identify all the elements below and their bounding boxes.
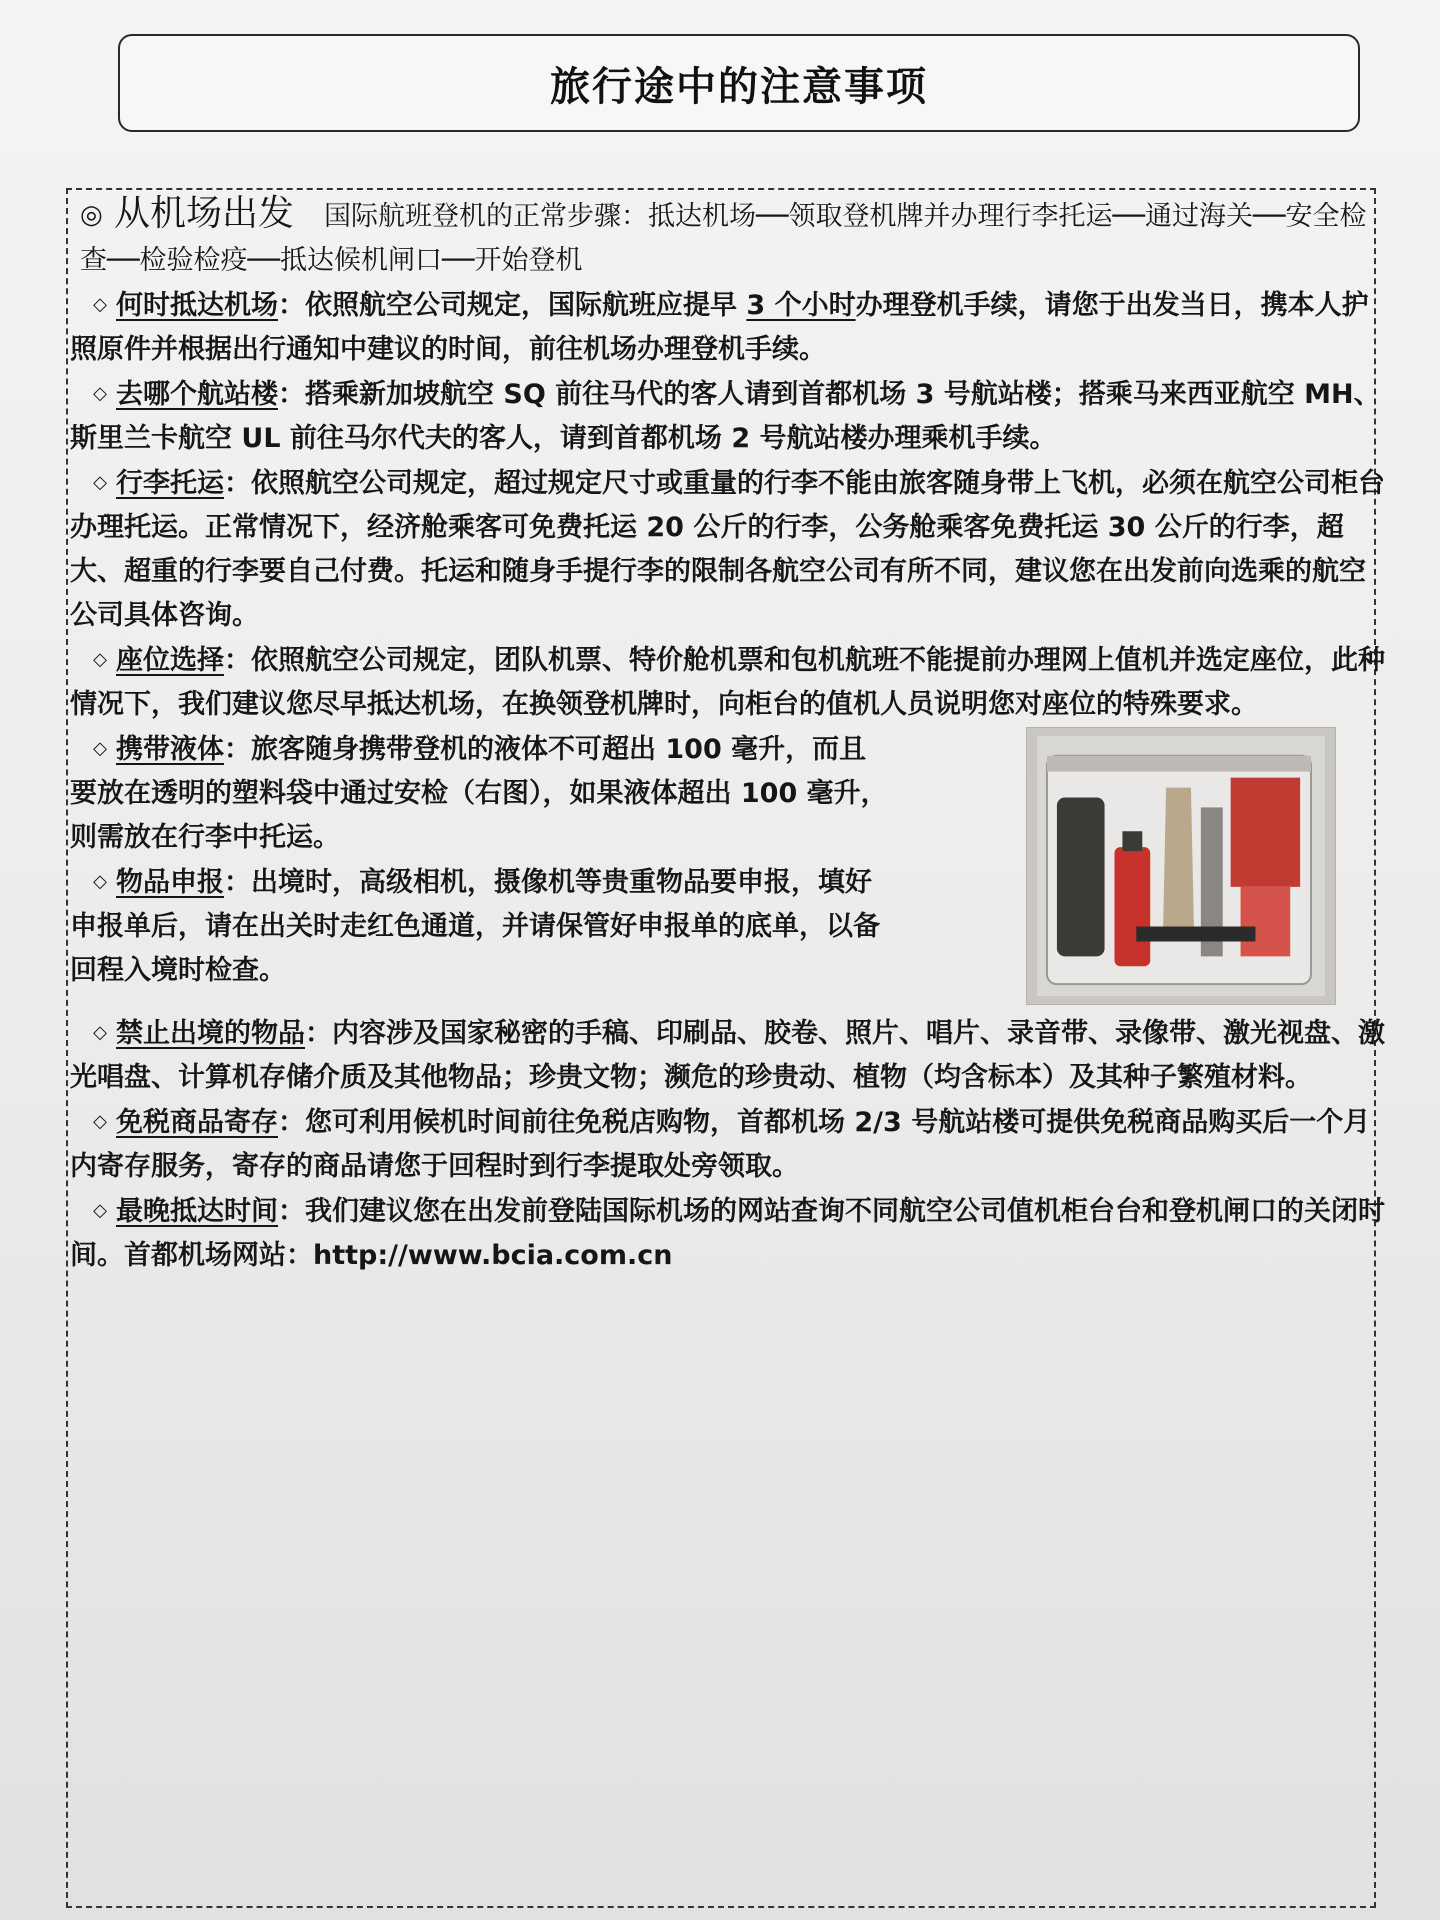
circle-dot-icon: ◎ (80, 200, 103, 230)
item-label: 携带液体 (116, 734, 224, 765)
diamond-bullet-icon: ◇ (93, 738, 107, 759)
item-label: 何时抵达机场 (116, 290, 278, 321)
item-baggage: ◇ 行李托运：依照航空公司规定，超过规定尺寸或重量的行李不能由旅客随身带上飞机，必须在航空公司柜台办理托运。正常情况下，经济舱乘客可免费托运 20 公斤的行李，公务舱乘客免费托运 30 公斤的行李，超大、超重的行李要自己付费。托运和随身手提行李的限制各航空公司有所不同，建议您在出发前向选乘的航空公司具体咨询。 (70, 461, 1386, 638)
page-title: 旅行途中的注意事项 (550, 63, 928, 110)
item-label: 行李托运 (116, 468, 224, 499)
content (70, 192, 1386, 1278)
diamond-bullet-icon: ◇ (93, 1022, 107, 1043)
liquids-bag-photo (1026, 727, 1336, 1005)
item-declaration: ◇ 物品申报：出境时，高级相机，摄像机等贵重物品要申报，填好申报单后，请在出关时走红色通道，并请保管好申报单的底单，以备回程入境时检查。 (70, 860, 890, 993)
item-terminal: ◇ 去哪个航站楼：搭乘新加坡航空 SQ 前往马代的客人请到首都机场 3 号航站楼；搭乘马来西亚航空 MH、斯里兰卡航空 UL 前往马尔代夫的客人，请到首都机场 2 号航站楼办理乘机手续。 (70, 372, 1386, 461)
item-label: 去哪个航站楼 (116, 379, 278, 410)
section-header (80, 192, 1386, 283)
item-label: 最晚抵达时间 (116, 1196, 278, 1227)
item-seat: ◇ 座位选择：依照航空公司规定，团队机票、特价舱机票和包机航班不能提前办理网上值机并选定座位，此种情况下，我们建议您尽早抵达机场，在换领登机牌时，向柜台的值机人员说明您对座位的特殊要求。 (70, 638, 1386, 727)
item-arrival-time: ◇ 何时抵达机场：依照航空公司规定，国际航班应提早 3 个小时办理登机手续，请您于出发当日，携本人护照原件并根据出行通知中建议的时间，前往机场办理登机手续。 (70, 283, 1386, 372)
diamond-bullet-icon: ◇ (93, 871, 107, 892)
item-liquids: ◇ 携带液体：旅客随身携带登机的液体不可超出 100 毫升，而且要放在透明的塑料袋中通过安检（右图），如果液体超出 100 毫升，则需放在行李中托运。 (70, 727, 890, 860)
diamond-bullet-icon: ◇ (93, 472, 107, 493)
diamond-bullet-icon: ◇ (93, 1200, 107, 1221)
highlight-hours: 3 个小时 (746, 290, 856, 321)
item-latest-arrival: ◇ 最晚抵达时间：我们建议您在出发前登陆国际机场的网站查询不同航空公司值机柜台台和登机闸口的关闭时间。首都机场网站：http://www.bcia.com.cn (70, 1189, 1386, 1278)
boarding-steps: 国际航班登机的正常步骤：抵达机场──领取登机牌并办理行李托运──通过海关──安全检查──检验检疫──抵达候机闸口──开始登机 (80, 201, 1367, 276)
item-duty-free: ◇ 免税商品寄存：您可利用候机时间前往免税店购物，首都机场 2/3 号航站楼可提供免税商品购买后一个月内寄存服务，寄存的商品请您于回程时到行李提取处旁领取。 (70, 1100, 1386, 1189)
title-box (118, 34, 1360, 132)
item-label: 禁止出境的物品 (116, 1018, 305, 1049)
diamond-bullet-icon: ◇ (93, 294, 107, 315)
item-prohibited: ◇ 禁止出境的物品：内容涉及国家秘密的手稿、印刷品、胶卷、照片、唱片、录音带、录像带、激光视盘、激光唱盘、计算机存储介质及其他物品；珍贵文物；濒危的珍贵动、植物（均含标本）及其种子繁殖材料。 (70, 1011, 1386, 1100)
diamond-bullet-icon: ◇ (93, 383, 107, 404)
item-label: 座位选择 (116, 645, 224, 676)
diamond-bullet-icon: ◇ (93, 1111, 107, 1132)
item-label: 免税商品寄存 (116, 1107, 278, 1138)
diamond-bullet-icon: ◇ (93, 649, 107, 670)
item-label: 物品申报 (116, 867, 224, 898)
section-title: 从机场出发 (114, 193, 295, 234)
